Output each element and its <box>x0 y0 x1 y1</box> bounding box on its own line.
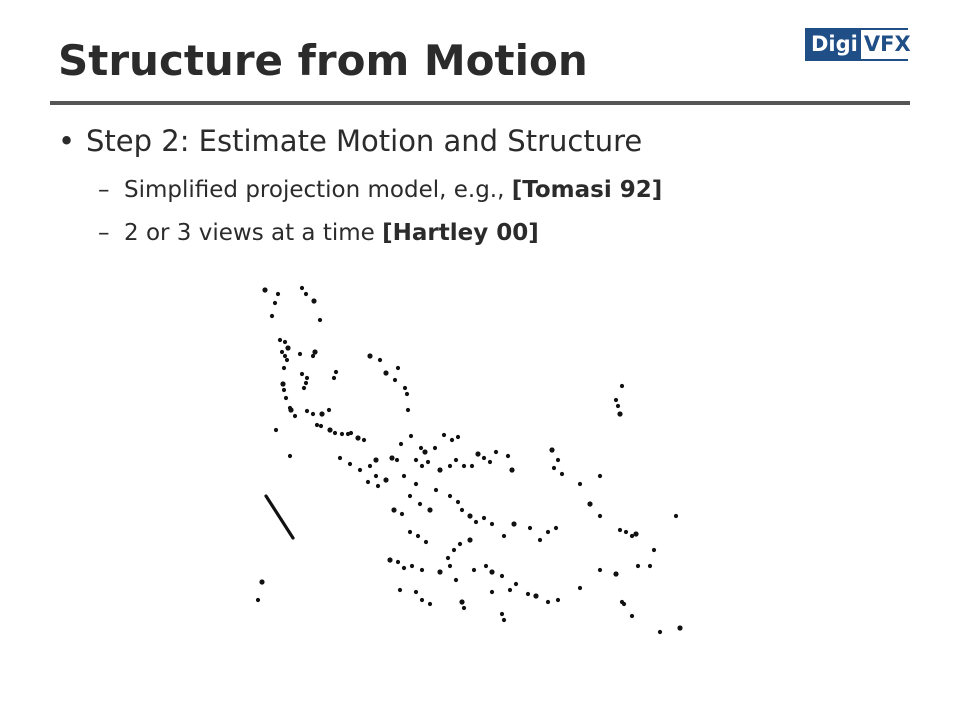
point-cloud-point <box>454 578 458 582</box>
point-cloud-point <box>280 350 284 354</box>
point-cloud-point <box>414 482 418 486</box>
point-cloud-point <box>450 438 454 442</box>
subitem-simplified-projection <box>98 177 662 203</box>
point-cloud-point <box>366 480 370 484</box>
subitem-text: Simplified projection model, e.g., <box>124 177 512 203</box>
point-cloud-point <box>283 354 287 358</box>
point-cloud-point <box>282 366 286 370</box>
point-cloud-point <box>467 537 472 542</box>
point-cloud-point <box>284 396 288 400</box>
point-cloud-point <box>358 468 362 472</box>
point-cloud-point <box>315 423 319 427</box>
point-cloud-point <box>300 372 304 376</box>
point-cloud-point <box>470 464 474 468</box>
point-cloud-point <box>511 521 516 526</box>
point-cloud-point <box>459 599 464 604</box>
point-cloud-point <box>616 404 620 408</box>
point-cloud-point <box>467 513 472 518</box>
point-cloud-point <box>374 474 378 478</box>
point-cloud-point <box>617 411 622 416</box>
point-cloud-point <box>618 528 622 532</box>
point-cloud-point <box>349 431 353 435</box>
point-cloud-point <box>482 516 486 520</box>
point-cloud-point <box>288 454 292 458</box>
point-cloud-point <box>403 386 407 390</box>
point-cloud-point <box>488 460 492 464</box>
point-cloud-point <box>426 460 430 464</box>
point-cloud-point <box>490 590 494 594</box>
point-cloud-point <box>414 458 418 462</box>
point-cloud-point <box>633 531 638 536</box>
point-cloud-point <box>405 392 409 396</box>
subitem-views-at-a-time <box>98 220 539 246</box>
point-cloud-point <box>452 548 456 552</box>
point-cloud-point <box>305 409 309 413</box>
point-cloud-point <box>554 526 558 530</box>
point-cloud-streak <box>266 496 293 538</box>
point-cloud-point <box>409 434 413 438</box>
point-cloud-point <box>526 592 530 596</box>
point-cloud-point <box>456 435 460 439</box>
point-cloud-point <box>311 298 316 303</box>
point-cloud-point <box>508 588 512 592</box>
point-cloud-point <box>552 466 556 470</box>
point-cloud-point <box>446 556 450 560</box>
point-cloud-point <box>420 464 424 468</box>
point-cloud-point <box>402 474 406 478</box>
point-cloud-point <box>482 456 486 460</box>
point-cloud-point <box>383 370 388 375</box>
point-cloud-point <box>270 314 274 318</box>
point-cloud-point <box>408 530 412 534</box>
point-cloud-point <box>514 582 518 586</box>
citation-tomasi: [Tomasi 92] <box>511 177 663 203</box>
point-cloud-point <box>424 540 428 544</box>
point-cloud-point <box>578 586 582 590</box>
point-cloud-point <box>333 431 337 435</box>
point-cloud-point <box>658 630 662 634</box>
point-cloud-point <box>274 428 278 432</box>
point-cloud-point <box>620 384 624 388</box>
point-cloud-point <box>538 538 542 542</box>
point-cloud-point <box>389 455 394 460</box>
point-cloud-point <box>348 462 352 466</box>
point-cloud-point <box>613 571 618 576</box>
point-cloud-point <box>598 568 602 572</box>
point-cloud-point <box>340 432 344 436</box>
point-cloud-point <box>456 500 460 504</box>
point-cloud-point <box>598 514 602 518</box>
slide-title: Structure from Motion <box>58 36 588 85</box>
point-cloud-point <box>418 502 422 506</box>
logo-text-vfx: VFX <box>861 30 911 59</box>
logo-text-digi: Digi <box>807 30 861 59</box>
subitem-text: 2 or 3 views at a time <box>124 220 383 246</box>
point-cloud-point <box>472 568 476 572</box>
point-cloud-point <box>419 446 423 450</box>
point-cloud-point <box>304 292 308 296</box>
point-cloud-point <box>528 526 532 530</box>
point-cloud-point <box>416 534 420 538</box>
point-cloud-point <box>300 286 304 290</box>
point-cloud-point <box>400 512 404 516</box>
point-cloud-point <box>256 598 260 602</box>
point-cloud-point <box>327 427 332 432</box>
point-cloud-point <box>302 386 306 390</box>
point-cloud-point <box>259 579 264 584</box>
point-cloud-point <box>494 450 498 454</box>
point-cloud-point <box>383 477 388 482</box>
point-cloud-point <box>387 557 392 562</box>
point-cloud-point <box>368 464 372 468</box>
point-cloud-point <box>546 600 550 604</box>
point-cloud-point <box>458 542 462 546</box>
point-cloud-point <box>399 442 403 446</box>
point-cloud-point <box>546 530 550 534</box>
point-cloud-point <box>490 522 494 526</box>
point-cloud-point <box>549 447 554 452</box>
point-cloud-point <box>378 358 382 362</box>
point-cloud-point <box>278 338 282 342</box>
point-cloud-point <box>304 381 308 385</box>
point-cloud-point <box>422 449 427 454</box>
point-cloud-point <box>288 406 292 410</box>
point-cloud-point <box>448 494 452 498</box>
point-cloud-point <box>402 566 406 570</box>
point-cloud-point <box>376 484 380 488</box>
point-cloud-point <box>587 501 592 506</box>
point-cloud-point <box>276 292 280 296</box>
point-cloud-point <box>428 602 432 606</box>
point-cloud-point <box>319 424 323 428</box>
point-cloud-point <box>506 454 510 458</box>
point-cloud-point <box>437 467 442 472</box>
point-cloud-point <box>406 408 410 412</box>
point-cloud-point <box>312 349 317 354</box>
point-cloud-point <box>622 602 626 606</box>
point-cloud-point <box>462 606 466 610</box>
point-cloud-point <box>362 438 366 442</box>
digivfx-logo <box>805 28 911 61</box>
point-cloud-point <box>262 287 267 292</box>
bullet-text: Step 2: Estimate Motion and Structure <box>86 124 643 158</box>
point-cloud-point <box>293 414 297 418</box>
point-cloud-point <box>318 318 322 322</box>
point-cloud-point <box>305 376 309 380</box>
bullet-marker: • <box>58 124 76 158</box>
point-cloud-point <box>502 618 506 622</box>
point-cloud-point <box>556 598 560 602</box>
point-cloud-point <box>282 388 286 392</box>
point-cloud-point <box>338 456 342 460</box>
point-cloud-point <box>560 472 564 476</box>
point-cloud-point <box>396 560 400 564</box>
point-cloud-point <box>373 457 378 462</box>
point-cloud-point <box>578 482 582 486</box>
point-cloud-point <box>624 530 628 534</box>
point-cloud-point <box>448 464 452 468</box>
subitem-marker: – <box>98 220 110 246</box>
point-cloud-point <box>630 614 634 618</box>
point-cloud-point <box>648 564 652 568</box>
point-cloud-point <box>433 446 437 450</box>
point-cloud-point <box>319 411 324 416</box>
point-cloud-point <box>598 474 602 478</box>
subitem-marker: – <box>98 177 110 203</box>
point-cloud-point <box>500 574 504 578</box>
point-cloud-point <box>442 433 446 437</box>
point-cloud-point <box>393 378 397 382</box>
point-cloud-point <box>454 458 458 462</box>
point-cloud-point <box>311 412 315 416</box>
point-cloud-point <box>636 564 640 568</box>
point-cloud-point <box>298 352 302 356</box>
citation-hartley: [Hartley 00] <box>382 220 539 246</box>
point-cloud-point <box>434 488 438 492</box>
point-cloud-point <box>280 381 285 386</box>
point-cloud-point <box>462 464 466 468</box>
point-cloud-point <box>484 564 488 568</box>
point-cloud-point <box>614 398 618 402</box>
point-cloud-point <box>533 593 538 598</box>
point-cloud-point <box>474 520 478 524</box>
point-cloud-point <box>674 514 678 518</box>
point-cloud-point <box>410 564 414 568</box>
point-cloud-point <box>437 569 442 574</box>
point-cloud-point <box>500 612 504 616</box>
point-cloud-point <box>427 507 432 512</box>
point-cloud-point <box>367 353 372 358</box>
point-cloud-point <box>677 625 682 630</box>
point-cloud-point <box>327 408 331 412</box>
point-cloud-point <box>332 376 336 380</box>
point-cloud-point <box>414 590 418 594</box>
point-cloud-point <box>489 569 494 574</box>
point-cloud-point <box>420 568 424 572</box>
point-cloud-point <box>398 588 402 592</box>
point-cloud-point <box>475 451 480 456</box>
title-divider <box>50 101 910 105</box>
point-cloud-point <box>460 508 464 512</box>
point-cloud-point <box>285 358 289 362</box>
point-cloud-point <box>396 366 400 370</box>
point-cloud-point <box>408 494 412 498</box>
bullet-step-2 <box>58 124 642 158</box>
point-cloud-point <box>355 435 360 440</box>
point-cloud-point <box>420 598 424 602</box>
point-cloud-point <box>273 301 277 305</box>
point-cloud-point <box>285 345 290 350</box>
point-cloud-point <box>556 458 560 462</box>
point-cloud-point <box>283 340 287 344</box>
point-cloud-point <box>334 370 338 374</box>
point-cloud-point <box>652 548 656 552</box>
point-cloud-point <box>502 534 506 538</box>
reconstructed-point-cloud <box>240 270 700 650</box>
point-cloud-point <box>509 467 514 472</box>
point-cloud-point <box>395 458 399 462</box>
point-cloud-point <box>391 507 396 512</box>
point-cloud-point <box>448 564 452 568</box>
